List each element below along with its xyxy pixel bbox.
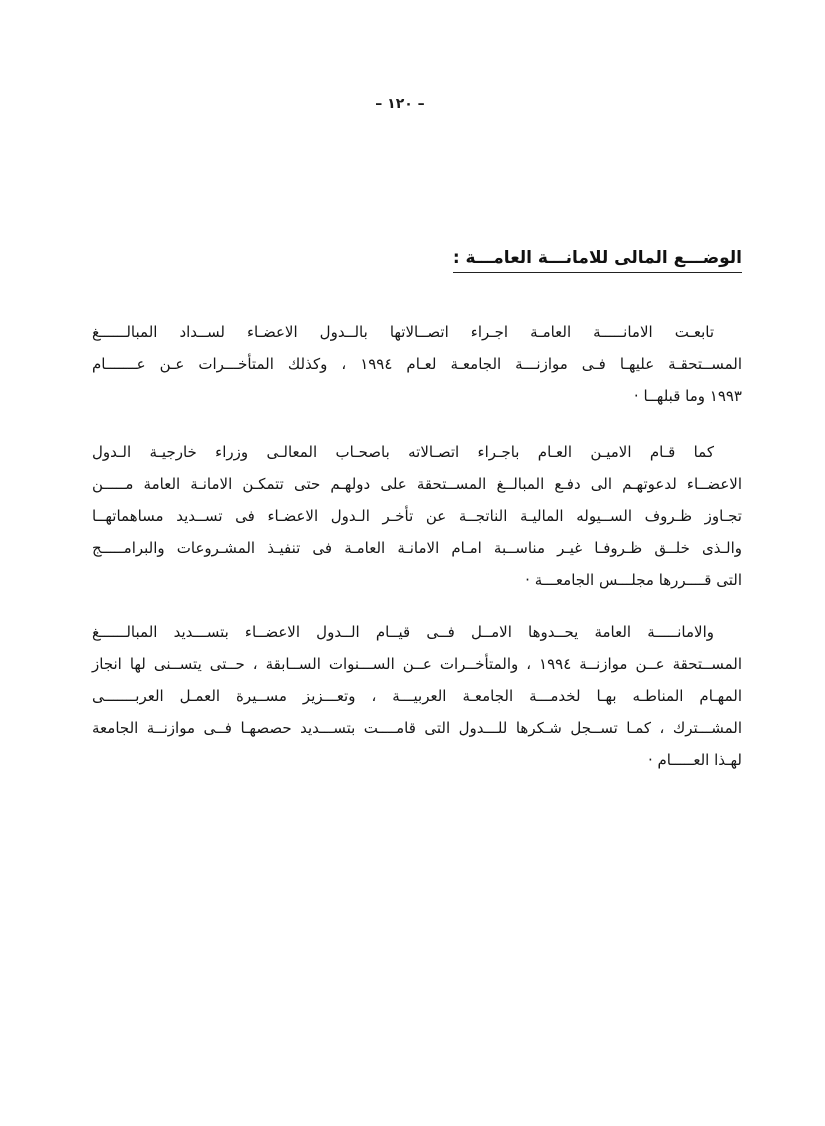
text-line: تجـاوز ظـروف الســيوله الماليـة الناتجــة عن تأخـر الـدول الاعضـاء فى تســديد مساهماتهــا <box>92 507 742 525</box>
text-line: المهـام المناطـه بهـا لخدمـــة الجامعـة العربيـــة ، وتعـــزيز مســيرة العمـل العربـــــــى <box>92 687 742 705</box>
paragraph-3 <box>92 616 742 776</box>
text-line: والـذى خلــق ظـروفـا غيـر مناســبة امـام الامانـة العامـة فى تنفيـذ المشـروعات والبرامـــــج <box>92 539 742 557</box>
text-line: والامانـــــة العامة يحــدوها الامــل فــى قيــام الــدول الاعضــاء بتســـديد المبالــــــغ <box>92 623 714 641</box>
text-line: التى قــــررها مجلـــس الجامعـــة · <box>525 571 742 589</box>
page-number: – ١٢٠ – <box>375 96 425 112</box>
text-line: المســتحقـة عليهـا فـى موازنـــة الجامعـة لعـام ١٩٩٤ ، وكذلك المتأخـــرات عـن عـــــــام <box>92 355 742 373</box>
text-line: تابعـت الامانـــــة العامـة اجـراء اتصــالاتها بالــدول الاعضـاء لســداد المبالــــــغ <box>92 323 714 341</box>
text-line: المشـــترك ، كمـا تســجل شـكرها للـــدول التى قامــــت بتســـديد حصصهـا فــى موازنــة الجامعة <box>92 719 742 737</box>
paragraph-1 <box>92 316 742 412</box>
text-line: لهـذا العـــــام · <box>647 751 742 769</box>
text-line: الاعضــاء لدعوتهـم الى دفـع المبالــغ المســتحقة على دولهـم حتى تتمكـن الامانـة العامة مـــــن <box>92 475 742 493</box>
text-line: كما قـام الاميـن العـام باجـراء اتصـالاته باصحـاب المعالـى وزراء خارجيـة الـدول <box>92 443 714 461</box>
text-line: المســتحقة عــن موازنــة ١٩٩٤ ، والمتأخــرات عــن الســـنوات الســابقة ، حــتى يتســنى لها انجاز <box>92 655 742 673</box>
text-line: ١٩٩٣ وما قبلهــا · <box>633 387 742 405</box>
section-heading: الوضـــع المالى للامانـــة العامـــة : <box>453 248 742 273</box>
paragraph-2 <box>92 436 742 596</box>
